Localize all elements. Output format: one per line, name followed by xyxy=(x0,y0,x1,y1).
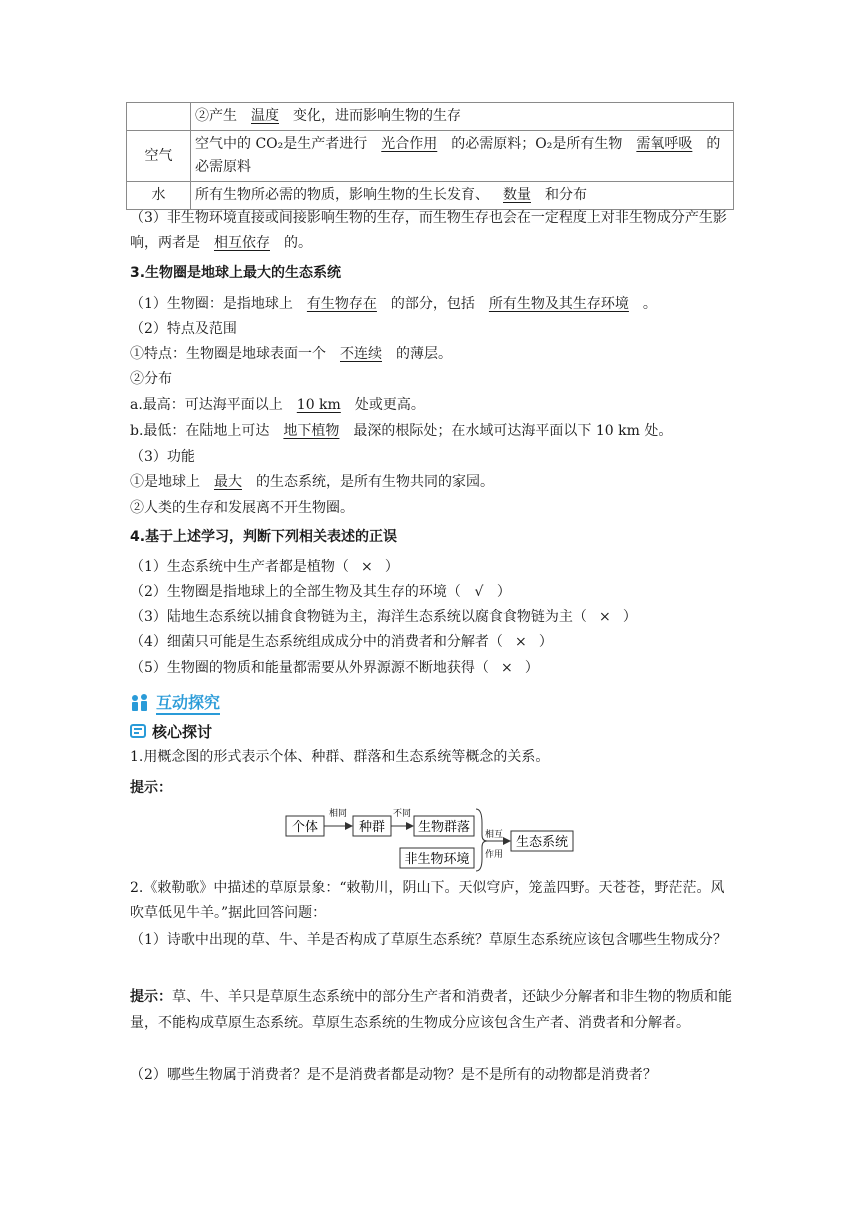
svg-text:个体: 个体 xyxy=(291,820,319,835)
answer-blank: 需氧呼吸 xyxy=(636,136,693,152)
svg-text:生物群落: 生物群落 xyxy=(417,820,471,835)
answer-blank: 温度 xyxy=(251,108,279,124)
table-row xyxy=(127,131,734,182)
answer-blank: 相互依存 xyxy=(214,235,270,251)
label-inter-1: 相互 xyxy=(484,830,504,840)
svg-text:生态系统: 生态系统 xyxy=(515,835,569,850)
core-discussion-title: 核心探讨 xyxy=(130,721,212,742)
node-population xyxy=(353,816,391,836)
answer-blank: 光合作用 xyxy=(381,136,438,152)
label-same: 相同 xyxy=(328,809,348,819)
text-line: ②分布 xyxy=(130,371,172,387)
node-nonbio-env xyxy=(400,848,474,868)
text-line: ①特点：生物圈是地球表面一个 不连续 的薄层。 xyxy=(130,346,452,362)
discussion-icon xyxy=(130,723,148,741)
section-4-heading: 4.基于上述学习，判断下列相关表述的正误 xyxy=(130,529,398,545)
hint-label: 提示： xyxy=(130,780,172,796)
table-cell-empty xyxy=(127,103,191,131)
node-individual xyxy=(286,816,324,836)
judgment-mark: × xyxy=(515,634,527,650)
judgment-mark: × xyxy=(501,660,513,676)
hint-paragraph: 提示：草、牛、羊只是草原生态系统中的部分生产者和消费者，还缺少分解者和非生物的物质和能量，不能构成草原生态系统。草原生态系统的生物成分应该包含生产者、消费者和分解者。 xyxy=(130,989,732,1031)
judgment-item: （2）生物圈是指地球上的全部生物及其生存的环境（ √ ） xyxy=(130,581,511,603)
table-cell: 空气中的 CO₂是生产者进行 光合作用 的必需原料；O₂是所有生物 需氧呼吸 的必需原料 xyxy=(191,131,734,182)
table-cell: ②产生 温度 变化，进而影响生物的生存 xyxy=(191,103,734,131)
answer-blank: 有生物存在 xyxy=(306,296,377,312)
text-line: b.最低：在陆地上可达 地下植物 最深的根际处；在水域可达海平面以下 10 km 处。 xyxy=(130,423,673,439)
text-line: ①是地球上 最大 的生态系统，是所有生物共同的家园。 xyxy=(130,474,494,490)
answer-blank: 不连续 xyxy=(340,346,382,362)
table-row xyxy=(127,103,734,131)
table-row-key: 水 xyxy=(127,182,191,210)
text-line: （2）特点及范围 xyxy=(130,321,237,337)
table-row-key: 空气 xyxy=(127,131,191,182)
answer-blank: 地下植物 xyxy=(283,423,340,439)
text-line: （3）功能 xyxy=(130,449,195,465)
question-2: 2.《敕勒歌》中描述的草原景象：“敕勒川，阴山下。天似穹庐，笼盖四野。天苍苍，野茫茫。风吹草低见牛羊。”据此回答问题： xyxy=(130,880,725,921)
question-2-sub-2: （2）哪些生物属于消费者？是不是消费者都是动物？是不是所有的动物都是消费者？ xyxy=(130,1067,657,1083)
interactive-section-title: 互动探究 xyxy=(130,690,220,715)
answer-blank: 所有生物及其生存环境 xyxy=(488,296,629,312)
judgment-mark: √ xyxy=(474,584,484,600)
answer-blank: 最大 xyxy=(214,474,242,490)
svg-text:非生物环境: 非生物环境 xyxy=(404,852,470,867)
text-line: a.最高：可达海平面以上 10 km 处或更高。 xyxy=(130,397,425,413)
node-community xyxy=(414,816,474,836)
people-icon xyxy=(130,693,152,713)
question-2-sub-1: （1）诗歌中出现的草、牛、羊是否构成了草原生态系统？草原生态系统应该包含哪些生物成分？ xyxy=(130,932,727,948)
answer-blank: 数量 xyxy=(503,187,531,203)
judgment-item: （1）生态系统中生产者都是植物（ × ） xyxy=(130,556,399,578)
brace xyxy=(476,809,487,871)
environment-factors-table xyxy=(126,102,734,210)
node-ecosystem xyxy=(511,831,573,851)
judgment-item: （4）细菌只可能是生态系统组成成分中的消费者和分解者（ × ） xyxy=(130,631,553,653)
svg-text:种群: 种群 xyxy=(358,820,386,835)
concept-diagram xyxy=(280,805,580,873)
judgment-mark: × xyxy=(599,609,611,625)
table-cell: 所有生物所必需的物质，影响生物的生长发育、 数量 和分布 xyxy=(191,182,734,210)
judgment-mark: × xyxy=(361,559,373,575)
label-different: 不同 xyxy=(392,809,412,819)
section-3-heading: 3.生物圈是地球上最大的生态系统 xyxy=(130,265,342,281)
answer-blank: 10 km xyxy=(296,397,341,413)
text-line: （1）生物圈：是指地球上 有生物存在 的部分，包括 所有生物及其生存环境 。 xyxy=(130,296,657,312)
question-1: 1.用概念图的形式表示个体、种群、群落和生态系统等概念的关系。 xyxy=(130,749,550,765)
judgment-item: （3）陆地生态系统以捕食食物链为主，海洋生态系统以腐食食物链为主（ × ） xyxy=(130,606,637,628)
paragraph-3: （3）非生物环境直接或间接影响生物的生存，而生物生存也会在一定程度上对非生物成分产生影响，两者是 相互依存 的。 xyxy=(130,210,727,251)
judgment-item: （5）生物圈的物质和能量都需要从外界源源不断地获得（ × ） xyxy=(130,657,539,679)
label-inter-2: 作用 xyxy=(484,850,504,860)
text-line: ②人类的生存和发展离不开生物圈。 xyxy=(130,500,354,516)
